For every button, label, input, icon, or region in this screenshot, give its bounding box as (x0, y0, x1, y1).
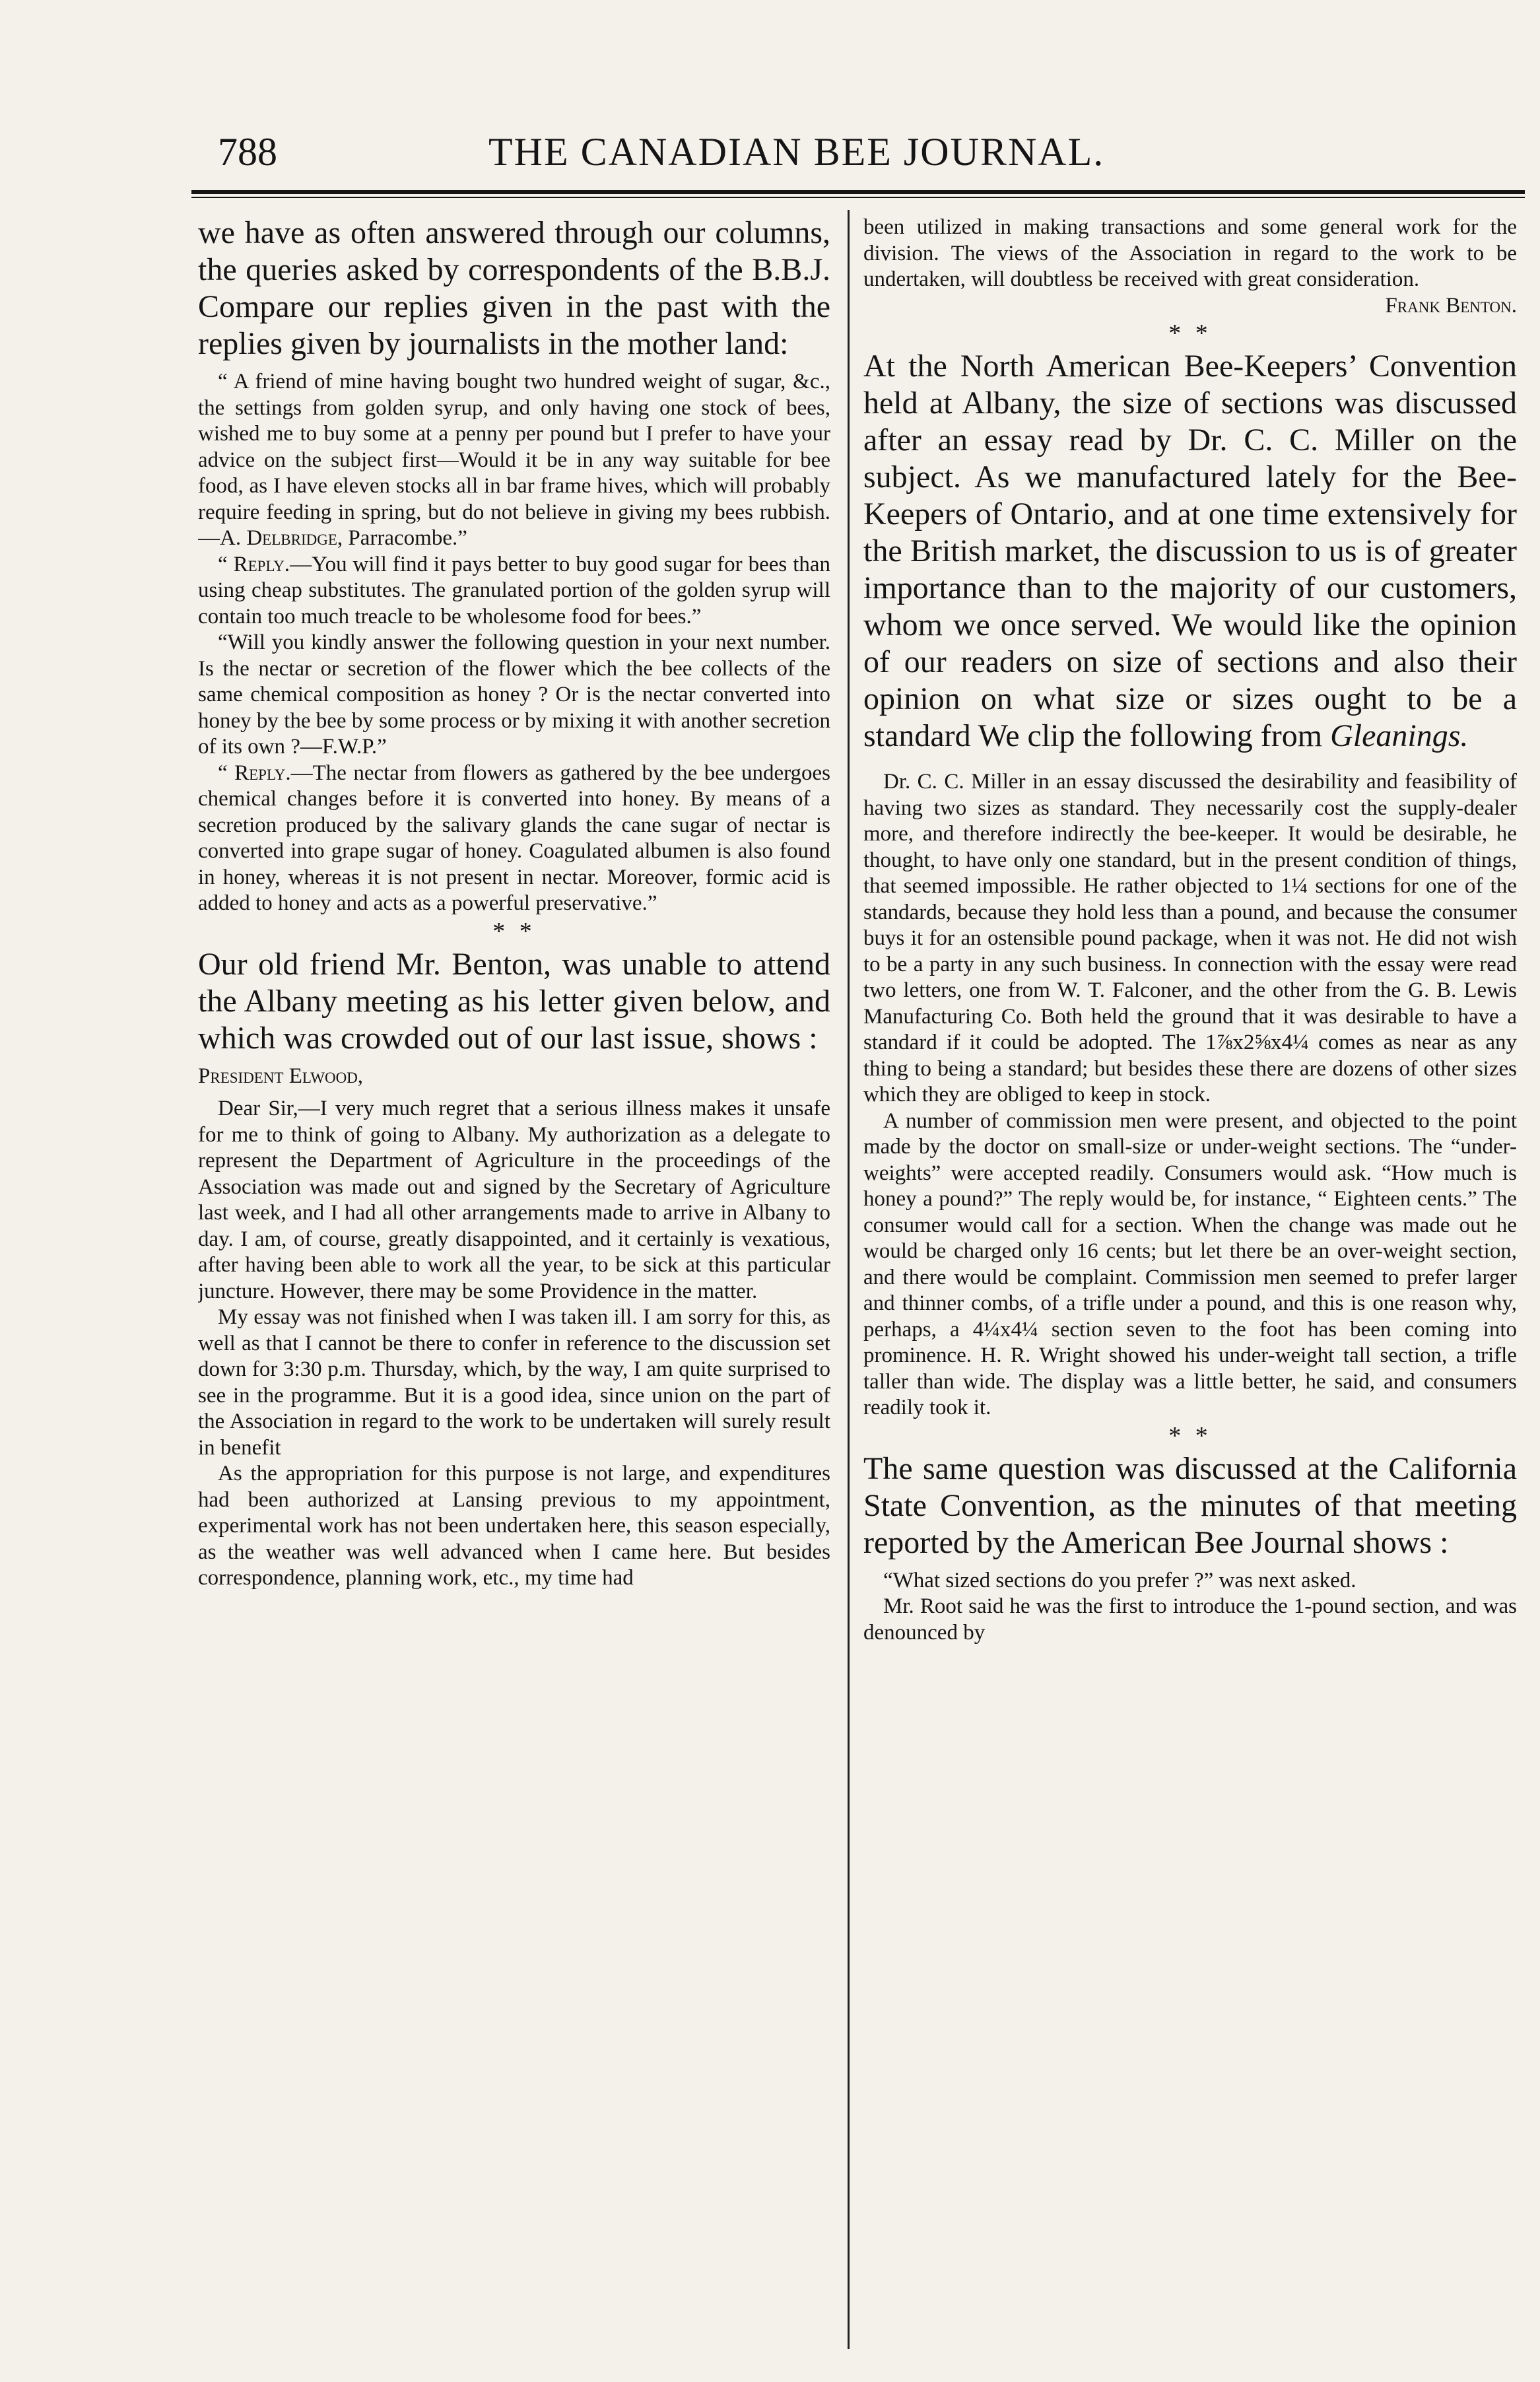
reply-delbridge-text: —You will find it pays better to buy good sugar for bees than using cheap substitutes. The granulated portion of the golden syrup will contain too much treacle to be wholesome food for bees.” (198, 552, 830, 629)
benton-letter-p3: As the appropriation for this purpose is not large, and expenditures had been authorized at Lansing previous to my appointment, experimental work has not been undertaken here, this season especially, as the weather was well advanced when I came here. But besides correspondence, planning work, etc., my time had (198, 1462, 830, 1590)
root-reply: Mr. Root said he was the first to introduce the 1-pound section, and was denounced by (863, 1594, 1517, 1645)
benton-letter-p2: My essay was not finished when I was taken ill. I am sorry for this, as well as that I cannot be there to confer in reference to the discussion set down for 3:30 p.m. Thursday, which, by the way, I am quite surprised to see in the programme. But it is a good idea, since union on the part of the Association in regard to the work to be undertaken will surely result in benefit (198, 1305, 830, 1460)
section-separator: * * (1168, 1421, 1212, 1450)
letter-delbridge (198, 369, 830, 552)
page-header (218, 124, 1518, 184)
right-column (863, 215, 1517, 2360)
left-column (198, 215, 830, 2360)
letter-delbridge-sig-place: , Parracombe.” (337, 526, 467, 550)
letter-delbridge-text: “ A friend of mine having bought two hundred weight of sugar, &c., the settings from golden syrup, and only having one stock of bees, wished me to buy some at a penny per pound but I prefer to have your advice on the subject first—Would it be in any way suitable for bee food, as I have eleven stocks all in bar frame hives, which will probably require feeding in spring, but do not believe in giving my bees rubbish.— (198, 370, 830, 550)
benton-letter-cont: been utilized in making transactions and some general work for the division. The views of the Association in regard to the work to be undertaken, will doubtless be received with great consideration. (863, 215, 1517, 291)
reply-label: “ Reply. (218, 761, 291, 785)
reply-delbridge (198, 552, 830, 630)
header-rule (191, 190, 1525, 194)
page-number: 788 (218, 130, 277, 174)
column-divider (848, 210, 850, 2349)
reply-fwp (198, 761, 830, 917)
letter-delbridge-sig-name: A. Delbridge (220, 526, 337, 550)
benton-letter-p1: Dear Sir,—I very much regret that a serious illness makes it unsafe for me to think of going to Albany. My authorization as a delegate to represent the Department of Agriculture in the proceedings of the Association was made out and signed by the Secretary of Agriculture last week, and I had all other arrangements made to arrive in Albany to day. I am, of course, greatly disappointed, and it certainly is vexatious, after having been able to work all the year, to be sick at this particular juncture. However, there may be some Providence in the matter. (198, 1097, 830, 1303)
reply-fwp-text: —The nectar from flowers as gathered by the bee undergoes chemical changes before it is converted into honey. By means of a secretion produced by the salivary glands the cane sugar of nectar is converted into grape sugar of honey. Coagulated albumen is also found in honey, whereas it is not present in nectar. Moreover, formic acid is added to honey and acts as a powerful preservative.” (198, 761, 830, 915)
reply-label: “ Reply. (218, 552, 290, 576)
letter-fwp: “Will you kindly answer the following question in your next number. Is the nectar or secretion of the flower which the bee collects of the same chemical composition as honey ? Or is the nectar converted into honey by the bee by some process or by mixing it with another secretion of its own ?—F.W.P.” (198, 630, 830, 759)
sections-intro-source: Gleanings. (1330, 718, 1469, 753)
miller-paragraph-1: Dr. C. C. Miller in an essay discussed the desirability and feasibility of having two sizes as standard. They necessarily cost the supply-dealer more, and therefore indirectly the bee-keeper. It would be desirable, he thought, to have only one standard, but in the present condition of things, that seemed impossible. He rather objected to 1¼ sections for one of the standards, because they hold less than a pound, and because the consumer buys it for an ostensible pound package, when it was not. He did not wish to be a party in any such business. In connection with the essay were read two letters, one from W. T. Falconer, and the other from the G. B. Lewis Manufacturing Co. Both held the ground that it was desirable to have a standard if it could be adopted. The 1⅞x2⅝x4¼ comes as near as any thing to being a standard; but besides these there are dozens of other sizes which they are obliged to keep in stock. (863, 770, 1517, 1106)
question-paragraph: “What sized sections do you prefer ?” was next asked. (883, 1568, 1356, 1592)
sections-intro-text: At the North American Bee-Keepers’ Convention held at Albany, the size of sections was discussed after an essay read by Dr. C. C. Miller on the subject. As we manufactured lately for the Bee-Keepers of Ontario, and at one time extensively for the British market, the discussion to us is of greater importance than to the majority of our customers, whom we once served. We would like the opinion of our readers on size of sections and also their opinion on what size or sizes ought to be a standard We clip the following from (863, 349, 1517, 753)
salutation-recipient: President Elwood, (198, 1064, 364, 1088)
journal-title: THE CANADIAN BEE JOURNAL. (488, 130, 1105, 174)
sections-intro (863, 348, 1517, 755)
benton-signature: Frank Benton. (1385, 293, 1517, 318)
section-separator: * * (1168, 320, 1212, 347)
miller-paragraph-2: A number of commission men were present, and objected to the point made by the doctor on small-size or under-weight sections. The “under-weights” were accepted readily. Consumers would ask. “How much is honey a pound?” The reply would be, for instance, “ Eighteen cents.” The consumer would call for a section. When the change was made out he would be charged only 16 cents; but let there be an over-weight section, and there would be complaint. Commission men seemed to prefer larger and thinner combs, of a trifle under a pound, and this is one reason why, perhaps, a 4¼x4¼ section seven to the foot has been coming into prominence. H. R. Wright showed his under-weight tall section, a trifle taller than wide. The display was a little better, he said, and consumers readily took it. (863, 1108, 1517, 1419)
section-separator: * * (492, 917, 536, 945)
california-intro: The same question was discussed at the California State Convention, as the minutes of that meeting reported by the American Bee Journal shows : (863, 1450, 1517, 1560)
benton-intro: Our old friend Mr. Benton, was unable to attend the Albany meeting as his letter given below, and which was crowded out of our last issue, shows : (198, 946, 830, 1056)
intro-paragraph: we have as often answered through our columns, the queries asked by correspondents of the B.B.J. Compare our replies given in the past with the replies given by journalists in the mother land: (198, 215, 830, 361)
header-rule-thin (191, 197, 1525, 198)
